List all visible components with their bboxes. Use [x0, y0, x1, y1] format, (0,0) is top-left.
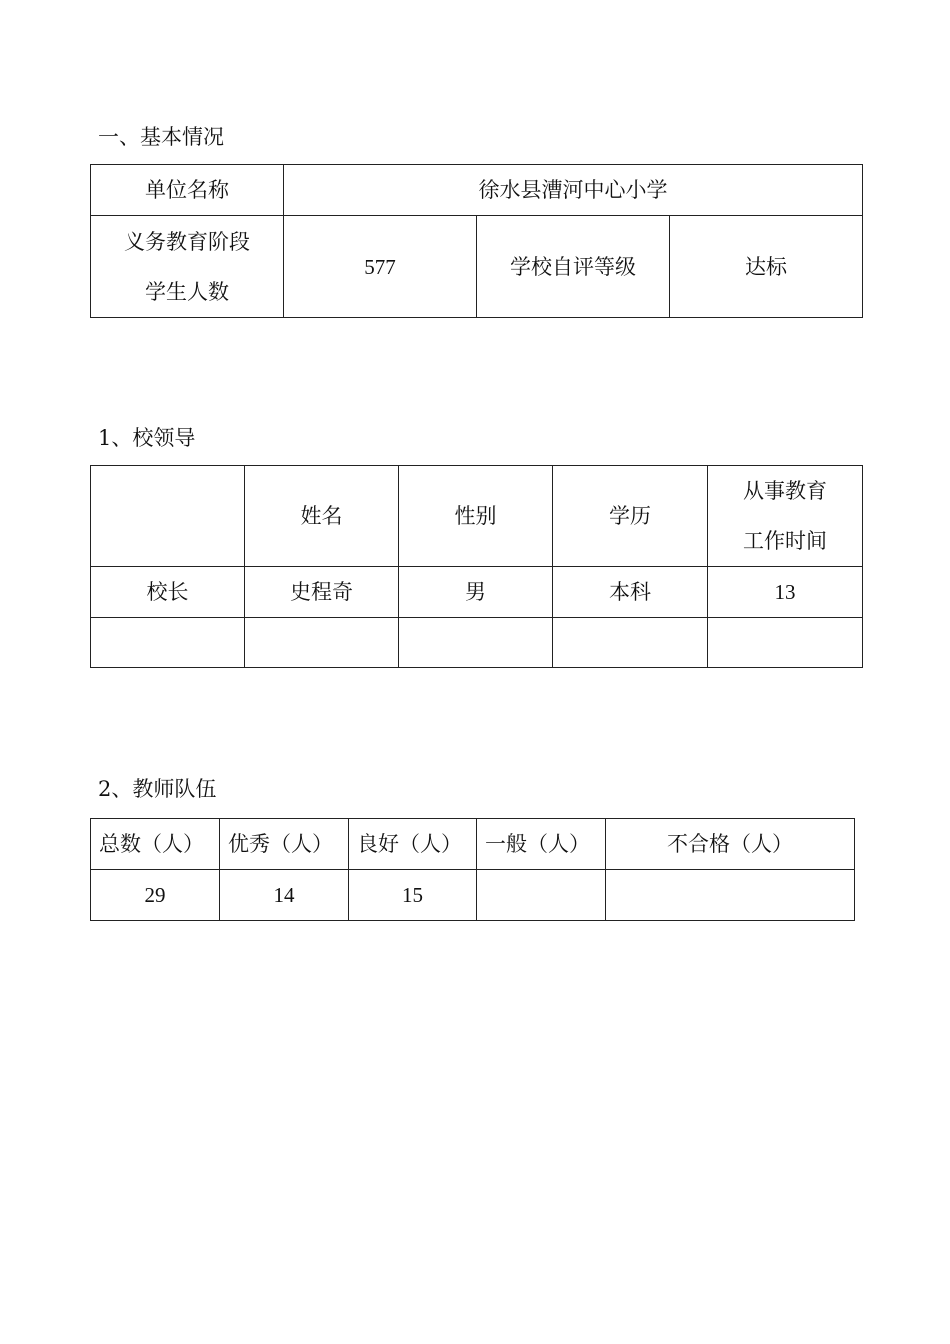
student-count-label-line1: 义务教育阶段: [124, 229, 250, 254]
leaders-header-years-line1: 从事教育: [743, 479, 827, 503]
teachers-excellent-value: 14: [220, 870, 349, 921]
leader-role: 校长: [91, 567, 245, 618]
teachers-header-excellent: 优秀（人）: [220, 819, 349, 870]
teachers-total-value: 29: [91, 870, 220, 921]
student-count-label: [91, 216, 284, 318]
section-leaders-heading: 1、校领导: [98, 426, 196, 450]
leader-gender: 男: [399, 567, 553, 618]
self-rating-value: 达标: [670, 216, 863, 318]
leaders-header-years-line2: 工作时间: [743, 529, 827, 553]
unit-name-value: 徐水县漕河中心小学: [284, 165, 863, 216]
teachers-header-total: 总数（人）: [91, 819, 220, 870]
leader-name: [245, 618, 399, 668]
table-row: [91, 618, 863, 668]
teachers-table: [90, 818, 855, 921]
table-row: [91, 567, 863, 618]
teachers-header-unqualified: 不合格（人）: [606, 819, 855, 870]
leader-role: [91, 618, 245, 668]
section-teachers-heading: 2、教师队伍: [98, 777, 217, 801]
teachers-average-value: [477, 870, 606, 921]
leader-gender: [399, 618, 553, 668]
leaders-header-gender: 性别: [399, 466, 553, 567]
leader-education: [553, 618, 708, 668]
student-count-label-line2: 学生人数: [145, 279, 229, 304]
leader-years: 13: [708, 567, 863, 618]
leader-years: [708, 618, 863, 668]
table-row: [91, 870, 855, 921]
leaders-header-name: 姓名: [245, 466, 399, 567]
self-rating-label: 学校自评等级: [477, 216, 670, 318]
teachers-header-good: 良好（人）: [349, 819, 477, 870]
leaders-table: [90, 465, 863, 668]
section-basic-heading: 一、基本情况: [98, 125, 224, 149]
leaders-header-role: [91, 466, 245, 567]
leaders-header-years: [708, 466, 863, 567]
teachers-good-value: 15: [349, 870, 477, 921]
teachers-unqualified-value: [606, 870, 855, 921]
basic-info-table: [90, 164, 863, 318]
teachers-header-average: 一般（人）: [477, 819, 606, 870]
leader-education: 本科: [553, 567, 708, 618]
unit-name-label: 单位名称: [91, 165, 284, 216]
student-count-value: 577: [284, 216, 477, 318]
leaders-header-education: 学历: [553, 466, 708, 567]
leader-name: 史程奇: [245, 567, 399, 618]
